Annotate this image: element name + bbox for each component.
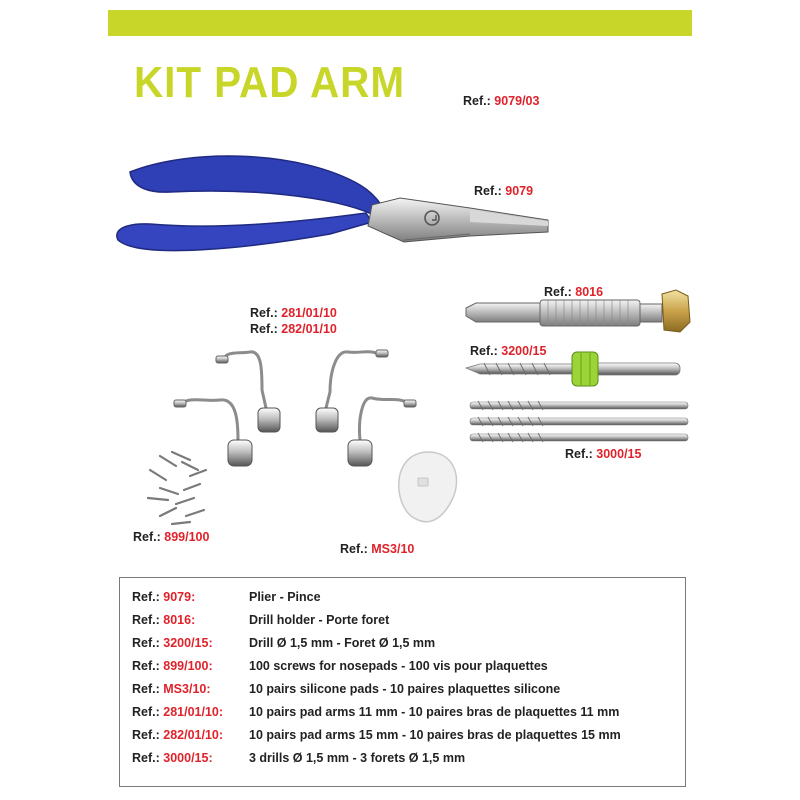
ref-code: 9079/03	[494, 94, 540, 108]
table-row	[132, 682, 560, 696]
ref-code: 3200/15:	[163, 636, 213, 650]
silicone-pads-ref-label	[340, 542, 414, 556]
ref-code: 8016:	[163, 613, 196, 627]
row-description: 10 pairs pad arms 15 mm - 10 paires bras de plaquettes 15 mm	[249, 728, 621, 742]
pad-arm-icon	[180, 352, 410, 440]
row-description: 10 pairs silicone pads - 10 paires plaquettes silicone	[249, 682, 561, 696]
ref-code: 3000/15:	[163, 751, 213, 765]
ref-code: 282/01/10	[281, 322, 337, 336]
product-table	[119, 577, 686, 787]
ref-prefix: Ref.:	[544, 285, 572, 299]
ref-prefix: Ref.:	[132, 705, 160, 719]
ref-code: MS3/10	[371, 542, 415, 556]
drill-ref-label	[470, 344, 546, 358]
table-row	[132, 728, 621, 742]
drill-holder-ref-label	[544, 285, 603, 299]
ref-prefix: Ref.:	[133, 530, 161, 544]
ref-prefix: Ref.:	[463, 94, 491, 108]
ref-prefix: Ref.:	[132, 590, 160, 604]
ref-code: 899/100	[164, 530, 210, 544]
row-description: Plier - Pince	[249, 590, 321, 604]
ref-prefix: Ref.:	[132, 682, 160, 696]
ref-prefix: Ref.:	[132, 613, 160, 627]
plier-ref-label	[474, 184, 533, 198]
table-row	[132, 751, 465, 765]
ref-prefix: Ref.:	[565, 447, 593, 461]
table-row	[132, 705, 619, 719]
table-row	[132, 659, 548, 673]
ref-code: 8016	[575, 285, 604, 299]
drill-bits-icon	[470, 401, 688, 442]
plier-icon	[117, 156, 548, 251]
pad-arms-15-ref-label	[250, 322, 337, 336]
table-row	[132, 590, 321, 604]
table-row	[132, 613, 389, 627]
row-description: 3 drills Ø 1,5 mm - 3 forets Ø 1,5 mm	[249, 751, 466, 765]
ref-code: 281/01/10	[281, 306, 337, 320]
ref-prefix: Ref.:	[250, 306, 278, 320]
ref-prefix: Ref.:	[470, 344, 498, 358]
ref-code: 282/01/10:	[163, 728, 224, 742]
ref-prefix: Ref.:	[250, 322, 278, 336]
screw-icon	[148, 452, 206, 524]
drills-ref-label	[565, 447, 641, 461]
row-description: 10 pairs pad arms 11 mm - 10 paires bras de plaquettes 11 mm	[249, 705, 620, 719]
row-description: Drill Ø 1,5 mm - Foret Ø 1,5 mm	[249, 636, 436, 650]
screws-ref-label	[133, 530, 209, 544]
row-description: 100 screws for nosepads - 100 vis pour plaquettes	[249, 659, 548, 673]
ref-prefix: Ref.:	[132, 728, 160, 742]
ref-code: 281/01/10:	[163, 705, 224, 719]
page-title: KIT PAD ARM	[134, 58, 405, 107]
ref-code: 9079:	[163, 590, 196, 604]
ref-prefix: Ref.:	[132, 659, 160, 673]
table-row	[132, 636, 435, 650]
ref-code: 899/100:	[163, 659, 213, 673]
ref-code: MS3/10:	[163, 682, 211, 696]
ref-prefix: Ref.:	[132, 751, 160, 765]
ref-prefix: Ref.:	[340, 542, 368, 556]
ref-code: 9079	[505, 184, 534, 198]
pad-arms-11-ref-label	[250, 306, 337, 320]
ref-code: 3000/15	[596, 447, 642, 461]
ref-prefix: Ref.:	[132, 636, 160, 650]
ref-code: 3200/15	[501, 344, 547, 358]
ref-prefix: Ref.:	[474, 184, 502, 198]
silicone-pad-icon	[399, 452, 457, 522]
pad-arm-heads	[174, 350, 416, 466]
row-description: Drill holder - Porte foret	[249, 613, 390, 627]
kit-ref-label	[463, 94, 539, 108]
